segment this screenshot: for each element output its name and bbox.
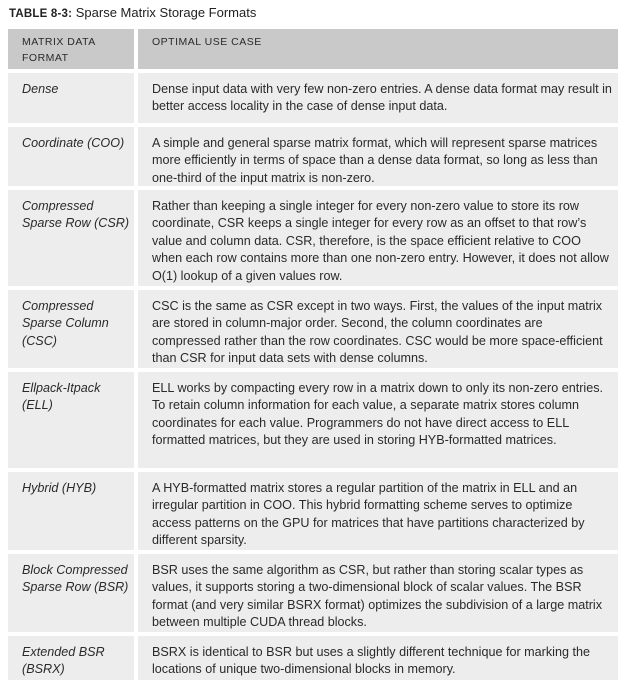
row-use-case-cell: CSC is the same as CSR except in two ways. First, the values of the input matrix are stored in column-major order. Second, the column coordinates are compressed rather than the row coordinates. CSC would be more space-efficient than CSR for input data sets with dense columns. <box>138 290 618 368</box>
row-use-case-cell: ELL works by compacting every row in a matrix down to only its non-zero entries. To retain column information for each value, a separate matrix stores column coordinates for each value. Programmers do not have direct access to ELL formatted matrices, but they are used in storing HYB-formatted matrices. <box>138 372 618 468</box>
table-row <box>8 472 618 550</box>
table-row <box>8 127 618 186</box>
table-caption <box>9 5 256 22</box>
table-caption-title: Sparse Matrix Storage Formats <box>72 5 257 20</box>
sparse-matrix-formats-table <box>8 29 618 680</box>
row-use-case-cell: A simple and general sparse matrix format, which will represent sparse matrices more efficiently in terms of space than a dense data format, so long as less than one-third of the input matrix is non-zero. <box>138 127 618 186</box>
row-format-cell: Coordinate (COO) <box>8 127 134 186</box>
row-use-case-cell: Rather than keeping a single integer for every non-zero value to store its row coordinate, CSR keeps a single integer for every row as an offset to that row’s value and column data. CSR, therefore, is the space efficient relative to COO when each row contains more than one non-zero entry. However, it does not allow O(1) lookup of a given values row. <box>138 190 618 286</box>
row-format-cell: Compressed Sparse Column (CSC) <box>8 290 134 368</box>
table-row <box>8 554 618 632</box>
table-header-row <box>8 29 618 69</box>
row-use-case-cell: BSRX is identical to BSR but uses a slightly different technique for marking the locations of unique two-dimensional blocks in memory. <box>138 636 618 680</box>
row-format-cell: Dense <box>8 73 134 123</box>
row-use-case-cell: BSR uses the same algorithm as CSR, but rather than storing scalar types as values, it supports storing a two-dimensional block of scalar values. The BSR format (and very similar BSRX format) optimizes the subdivision of a large matrix between multiple CUDA thread blocks. <box>138 554 618 632</box>
row-format-cell: Hybrid (HYB) <box>8 472 134 550</box>
row-format-cell: Compressed Sparse Row (CSR) <box>8 190 134 286</box>
row-use-case-cell: A HYB-formatted matrix stores a regular partition of the matrix in ELL and an irregular partition in COO. This hybrid formatting scheme serves to optimize access patterns on the GPU for matrices that have partitions characterized by different sparsity. <box>138 472 618 550</box>
table-row <box>8 290 618 368</box>
header-matrix-data-format: MATRIX DATA FORMAT <box>8 29 134 69</box>
table-row <box>8 372 618 468</box>
header-optimal-use-case: OPTIMAL USE CASE <box>138 29 618 69</box>
row-format-cell: Block Compressed Sparse Row (BSR) <box>8 554 134 632</box>
table-row <box>8 73 618 123</box>
row-format-cell: Ellpack-Itpack (ELL) <box>8 372 134 468</box>
row-format-cell: Extended BSR (BSRX) <box>8 636 134 680</box>
table-caption-label: TABLE 8-3: <box>9 8 73 20</box>
table-row <box>8 636 618 680</box>
table-row <box>8 190 618 286</box>
row-use-case-cell: Dense input data with very few non-zero entries. A dense data format may result in better access locality in the case of dense input data. <box>138 73 618 123</box>
